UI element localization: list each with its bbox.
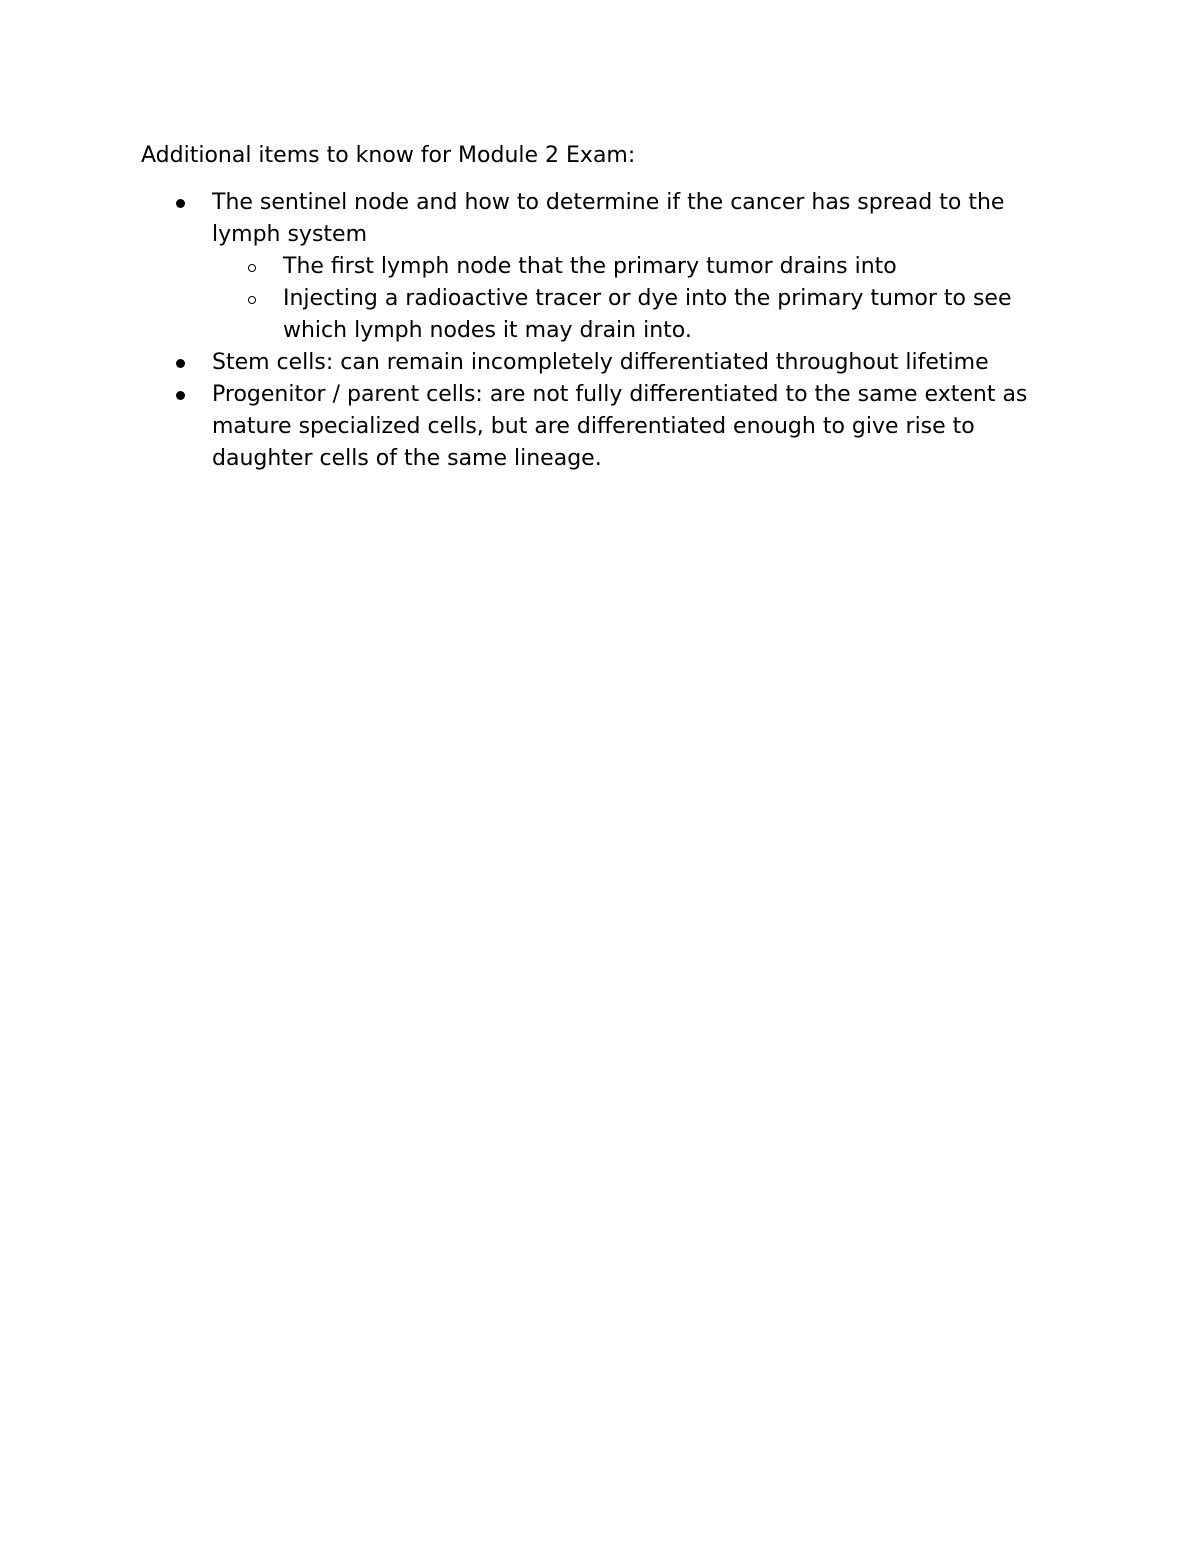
list-item-stem-cells [0, 347, 1200, 379]
bullet-icon [176, 359, 185, 368]
sub-list-item [0, 283, 1070, 347]
sub-list-item-text: The first lymph node that the primary tumor drains into [283, 254, 897, 279]
list-item-progenitor-cells [0, 379, 1200, 475]
list-item-text: Stem cells: can remain incompletely differentiated throughout lifetime [212, 350, 989, 375]
document-heading: Additional items to know for Module 2 Exam: [141, 143, 636, 168]
bullet-icon [176, 391, 185, 400]
circle-bullet-icon [248, 264, 256, 272]
sub-bullet-list [212, 251, 1070, 347]
sub-list-item [0, 251, 1070, 283]
bullet-icon [176, 199, 185, 208]
bullet-list [0, 187, 1200, 475]
list-item-text: The sentinel node and how to determine if the cancer has spread to the lymph system [212, 190, 1005, 247]
list-item-sentinel-node [0, 187, 1200, 347]
sub-list-item-text: Injecting a radioactive tracer or dye into the primary tumor to see which lymph nodes it may drain into. [283, 286, 1012, 343]
list-item-text: Progenitor / parent cells: are not fully differentiated to the same extent as mature specialized cells, but are differentiated enough to give rise to daughter cells of the same lineage. [212, 382, 1028, 471]
circle-bullet-icon [248, 296, 256, 304]
